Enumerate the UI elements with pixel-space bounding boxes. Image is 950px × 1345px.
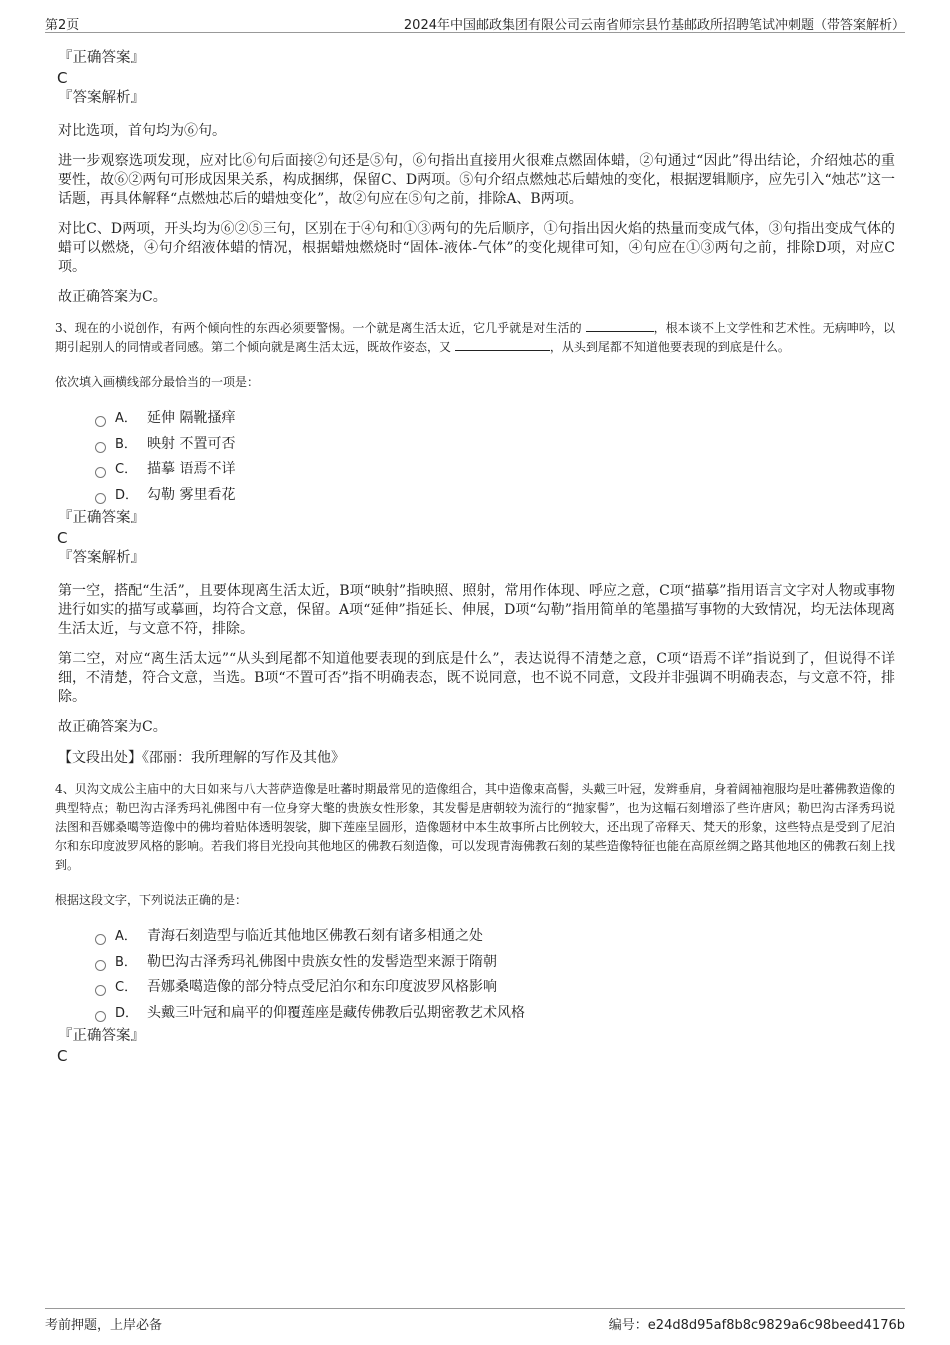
text-source: 【文段出处】《邵丽：我所理解的写作及其他》 (58, 750, 345, 766)
analysis-paragraph: 故正确答案为C。 (58, 719, 167, 735)
question-3-text-a: 3、现在的小说创作，有两个倾向性的东西必须要警惕。一个就是离生活太近，它几乎就是对生活的 (55, 321, 582, 335)
option-letter: B． (115, 954, 137, 970)
option-b[interactable] (95, 432, 895, 458)
option-letter: A． (115, 929, 137, 944)
option-text: 映射 不置可否 (147, 435, 236, 452)
question-3-prompt: 依次填入画横线部分最恰当的一项是： (55, 375, 260, 389)
option-letter: D． (115, 487, 139, 503)
option-letter: A． (115, 411, 137, 426)
document-title: 2024年中国邮政集团有限公司云南省师宗县竹基邮政所招聘笔试冲刺题（带答案解析） (403, 18, 905, 33)
page-content (55, 48, 895, 1066)
option-text: 勒巴沟古泽秀玛礼佛图中贵族女性的发髻造型来源于隋朝 (147, 953, 497, 970)
analysis-label: 『答案解析』 (58, 90, 145, 106)
page-footer (45, 1308, 905, 1333)
option-a[interactable] (95, 924, 895, 950)
option-c[interactable] (95, 457, 895, 483)
analysis-paragraph: 对比C、D两项，开头均为⑥②⑤三句，区别在于④句和①③两句的先后顺序，①句指出因火焰的热量而变成气体，③句指出变成气体的蜡可以燃烧，④句介绍液体蜡的情况，根据蜡烛燃烧时“固体-液体-气体”的变化规律可知，④句应在①③两句之前，排除D项，对应C项。 (58, 221, 895, 275)
option-c[interactable] (95, 975, 895, 1001)
radio-button[interactable] (95, 1011, 106, 1022)
option-d[interactable] (95, 483, 895, 509)
question-4-prompt: 根据这段文字，下列说法正确的是： (55, 893, 248, 907)
radio-button[interactable] (95, 960, 106, 971)
option-letter: C． (115, 980, 138, 995)
option-letter: C． (115, 462, 138, 477)
option-d[interactable] (95, 1001, 895, 1027)
correct-answer-value: C (57, 69, 68, 87)
option-text: 描摹 语焉不详 (147, 461, 236, 477)
footer-note: 考前押题，上岸必备 (45, 1318, 163, 1333)
radio-button[interactable] (95, 467, 106, 478)
question-4-text: 4、贝沟文成公主庙中的大日如来与八大菩萨造像是吐蕃时期最常见的造像组合，其中造像束高髻，头戴三叶冠，发辫垂肩，身着阔袖袍服均是吐蕃佛教造像的典型特点；勒巴沟古泽秀玛礼佛图中有一位身穿大氅的贵族女性形象，其发髻是唐朝较为流行的“抛家髻”，也为这幅石刻增添了些许唐风；勒巴沟古泽秀玛说法图和吾娜桑噶等造像中的佛均着贴体透明袈裟，脚下莲座呈圆形，造像题材中本生故事所占比例较大，还出现了帝释天、梵天的形象，这些特点是受到了尼泊尔和东印度波罗风格的影响。若我们将目光投向其他地区的佛教石刻造像，可以发现青海佛教石刻的某些造像特征也能在高原丝绸之路其他地区的佛教石刻上找到。 (55, 782, 896, 872)
analysis-paragraph: 故正确答案为C。 (58, 289, 167, 305)
option-text: 头戴三叶冠和扁平的仰覆莲座是藏传佛教后弘期密教艺术风格 (147, 1004, 525, 1021)
radio-button[interactable] (95, 442, 106, 453)
analysis-paragraph: 进一步观察选项发现，应对比⑥句后面接②句还是⑤句，⑥句指出直接用火很难点燃固体蜡，②句通过“因此”得出结论，介绍烛芯的重要性，故⑥②两句可形成因果关系，构成捆绑，保留C、D两项。⑤句介绍点燃烛芯后蜡烛的变化，根据逻辑顺序，应先引入“烛芯”这一话题，再具体解释“点燃烛芯后的蜡烛变化”，故②句应在⑤句之前，排除A、B两项。 (58, 153, 895, 207)
correct-answer-value: C (57, 529, 68, 547)
correct-answer-label: 『正确答案』 (58, 1028, 145, 1044)
page-header (45, 12, 905, 33)
question-3-options (95, 406, 895, 508)
question-4-options (95, 924, 895, 1026)
option-text: 延伸 隔靴搔痒 (147, 410, 236, 426)
correct-answer-label: 『正确答案』 (58, 50, 145, 66)
option-letter: B． (115, 436, 137, 452)
analysis-paragraph: 第二空，对应“离生活太远”“从头到尾都不知道他要表现的到底是什么”，表达说得不清楚之意，C项“语焉不详”指说到了，但说得不详细，不清楚，符合文意，当选。B项“不置可否”指不明确表态，既不说同意，也不说不同意，文段并非强调不明确表态，与文意不符，排除。 (58, 651, 895, 705)
analysis-paragraph: 第一空，搭配“生活”，且要体现离生活太近，B项“映射”指映照、照射，常用作体现、呼应之意，C项“描摹”指用语言文字对人物或事物进行如实的描写或摹画，均符合文意，保留。A项“延伸”指延长、伸展，D项“勾勒”指用简单的笔墨描写事物的大致情况，均无法体现离生活太近，与文意不符，排除。 (58, 583, 895, 637)
page-number: 第2页 (45, 18, 80, 33)
radio-button[interactable] (95, 985, 106, 996)
option-letter: D． (115, 1005, 139, 1021)
option-b[interactable] (95, 950, 895, 976)
correct-answer-label: 『正确答案』 (58, 510, 145, 526)
option-text: 吾娜桑噶造像的部分特点受尼泊尔和东印度波罗风格影响 (147, 979, 497, 995)
option-text: 勾勒 雾里看花 (147, 486, 236, 503)
blank-line (455, 338, 550, 351)
analysis-label: 『答案解析』 (58, 550, 145, 566)
option-text: 青海石刻造型与临近其他地区佛教石刻有诸多相通之处 (147, 928, 483, 944)
question-3-text (55, 319, 895, 357)
analysis-paragraph: 对比选项，首句均为⑥句。 (58, 123, 226, 139)
document-code: 编号：e24d8d95af8b8c9829a6c98beed4176b (608, 1318, 905, 1333)
option-a[interactable] (95, 406, 895, 432)
blank-line (586, 319, 654, 332)
question-3-text-b: ，根本谈不上文学性和艺术性。无病呻吟，以期引起别人的同情或者同感。第二个倾向就是离生活太远，既故作姿态，又 (55, 321, 895, 354)
radio-button[interactable] (95, 934, 106, 945)
radio-button[interactable] (95, 493, 106, 504)
radio-button[interactable] (95, 416, 106, 427)
correct-answer-value: C (57, 1047, 68, 1065)
question-3-text-c: ，从头到尾都不知道他要表现的到底是什么。 (549, 340, 790, 354)
